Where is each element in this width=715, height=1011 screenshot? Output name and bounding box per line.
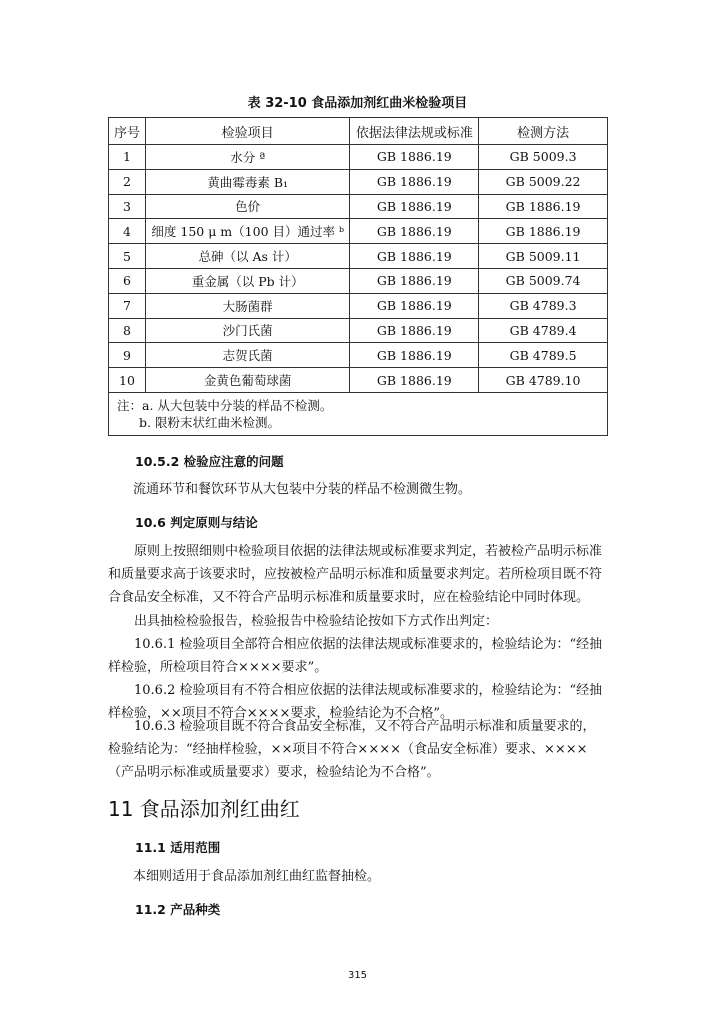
header-cell: 序号 xyxy=(109,118,146,145)
paragraph-10-6-2: 10.6.2 检验项目有不符合相应依据的法律法规或标准要求的，检验结论为：“经抽样检验，××项目不符合××××要求，检验结论为不合格”。 xyxy=(108,683,603,722)
table-header-row xyxy=(109,118,608,145)
table-cell: GB 1886.19 xyxy=(350,318,479,343)
table-cell: GB 5009.22 xyxy=(479,169,608,194)
table-cell: 细度 150 μ m（100 目）通过率 ᵇ xyxy=(145,219,350,244)
paragraph-10-6-3: 10.6.3 检验项目既不符合食品安全标准，又不符合产品明示标准和质量要求的，检验结论为：“经抽样检验，××项目不符合××××（食品安全标准）要求、××××（产品明示标准或质量要求）要求，检验结论为不合格”。 xyxy=(108,719,596,781)
table-cell: 9 xyxy=(109,343,146,368)
table-cell: 1 xyxy=(109,145,146,170)
table-notes xyxy=(109,392,608,435)
table-caption: 表 32-10 食品添加剂红曲米检验项目 xyxy=(247,96,468,111)
table-row xyxy=(109,145,608,170)
table-cell: 5 xyxy=(109,244,146,269)
table-cell: GB 1886.19 xyxy=(350,145,479,170)
table-cell: 大肠菌群 xyxy=(145,293,350,318)
inspection-table xyxy=(108,117,608,436)
table-cell: GB 5009.3 xyxy=(479,145,608,170)
section-heading-10-6: 10.6 判定原则与结论 xyxy=(135,515,258,530)
table-row xyxy=(109,169,608,194)
table-row xyxy=(109,368,608,393)
paragraph-report: 出具抽检检验报告，检验报告中检验结论按如下方式作出判定： xyxy=(134,614,499,629)
table-cell: 10 xyxy=(109,368,146,393)
table-row xyxy=(109,194,608,219)
table-cell: GB 1886.19 xyxy=(350,169,479,194)
table-cell: 黄曲霉毒素 B₁ xyxy=(145,169,350,194)
table-row xyxy=(109,268,608,293)
header-cell: 检测方法 xyxy=(479,118,608,145)
table-cell: GB 1886.19 xyxy=(350,219,479,244)
table-cell: 重金属（以 Pb 计） xyxy=(145,268,350,293)
table-cell: 志贺氏菌 xyxy=(145,343,350,368)
table-row xyxy=(109,219,608,244)
table-cell: GB 1886.19 xyxy=(350,194,479,219)
table-note-a: 注：a. 从大包装中分装的样品不检测。 xyxy=(117,397,333,413)
table-cell: GB 5009.74 xyxy=(479,268,608,293)
table-cell: 2 xyxy=(109,169,146,194)
table-cell: 7 xyxy=(109,293,146,318)
table-cell: 3 xyxy=(109,194,146,219)
table-row xyxy=(109,318,608,343)
table-cell: 8 xyxy=(109,318,146,343)
table-cell: GB 4789.5 xyxy=(479,343,608,368)
table-cell: GB 4789.3 xyxy=(479,293,608,318)
section-heading-11-1: 11.1 适用范围 xyxy=(135,840,221,855)
table-cell: GB 4789.10 xyxy=(479,368,608,393)
chapter-title-11: 11 食品添加剂红曲红 xyxy=(108,797,300,821)
table-cell: 总砷（以 As 计） xyxy=(145,244,350,269)
paragraph-10-5-2: 流通环节和餐饮环节从大包装中分装的样品不检测微生物。 xyxy=(133,482,472,497)
table-notes-row xyxy=(109,392,608,435)
section-heading-10-5-2: 10.5.2 检验应注意的问题 xyxy=(135,454,284,469)
table-cell: 色价 xyxy=(145,194,350,219)
table-cell: 4 xyxy=(109,219,146,244)
table-note-b: b. 限粉末状红曲米检测。 xyxy=(139,414,280,430)
table-cell: 金黄色葡萄球菌 xyxy=(145,368,350,393)
paragraph-principle: 原则上按照细则中检验项目依据的法律法规或标准要求判定，若被检产品明示标准和质量要求高于该要求时，应按被检产品明示标准和质量要求判定。若所检项目既不符合食品安全标准，又不符合产品明示标准和质量要求时，应在检验结论中同时体现。 xyxy=(108,544,603,606)
table-row xyxy=(109,343,608,368)
table-cell: GB 1886.19 xyxy=(350,343,479,368)
header-cell: 依据法律法规或标准 xyxy=(350,118,479,145)
table-cell: GB 1886.19 xyxy=(350,244,479,269)
table-cell: 6 xyxy=(109,268,146,293)
table-cell: GB 1886.19 xyxy=(350,293,479,318)
table-cell: GB 1886.19 xyxy=(350,368,479,393)
table-cell: GB 1886.19 xyxy=(350,268,479,293)
table-cell: GB 4789.4 xyxy=(479,318,608,343)
table-row xyxy=(109,293,608,318)
header-cell: 检验项目 xyxy=(145,118,350,145)
table-cell: 水分 ª xyxy=(145,145,350,170)
section-heading-11-2: 11.2 产品种类 xyxy=(135,902,221,917)
table-row xyxy=(109,244,608,269)
table-cell: GB 1886.19 xyxy=(479,194,608,219)
paragraph-10-6-1: 10.6.1 检验项目全部符合相应依据的法律法规或标准要求的，检验结论为：“经抽样检验，所检项目符合××××要求”。 xyxy=(108,637,603,676)
paragraph-11-1: 本细则适用于食品添加剂红曲红监督抽检。 xyxy=(133,869,381,884)
page-number: 315 xyxy=(347,970,368,981)
table-cell: GB 1886.19 xyxy=(479,219,608,244)
table-cell: GB 5009.11 xyxy=(479,244,608,269)
table-cell: 沙门氏菌 xyxy=(145,318,350,343)
